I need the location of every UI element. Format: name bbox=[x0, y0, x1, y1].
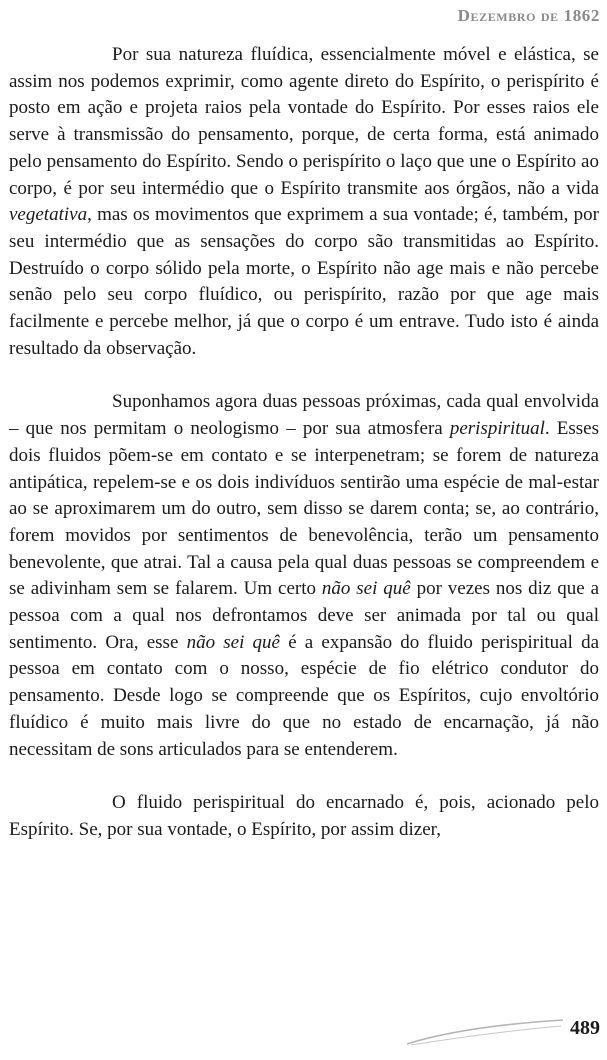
italic-term: vegetativa bbox=[9, 204, 88, 226]
text-run: por vezes nos diz que a pessoa com a qual nos defrontamos deve ser animada por tal ou qual sentimento. Ora, esse bbox=[9, 578, 599, 653]
paragraph bbox=[9, 389, 599, 763]
running-header: Dezembro de 1862 bbox=[457, 6, 600, 25]
italic-term: não sei quê bbox=[321, 578, 411, 600]
text-run: , mas os movimentos que exprimem a sua vontade; é, também, por seu intermédio que as sensações do corpo são transmitidas ao Espírito. Destruído o corpo sólido pela morte, o Espírito não age mais e não percebe senão pelo seu corpo fluídico, ou perispírito, razão por que age mais facilmente e percebe melhor, já que o corpo é um entrave. Tudo isto é ainda resultado da observação. bbox=[9, 204, 599, 359]
text-run: Por sua natureza fluídica, essencialmente móvel e elástica, se assim nos podemos exprimir, como agente direto do Espírito, o perispírito é posto em ação e projeta raios pela vontade do Espírito. Por esses raios ele serve à transmissão do pensamento, porque, de certa forma, está animado pelo pensamento do Espírito. Sendo o perispírito o laço que une o Espírito ao corpo, é por seu intermédio que o Espírito transmite aos órgãos, não a vida bbox=[9, 44, 599, 199]
page-number: 489 bbox=[570, 1017, 600, 1039]
text-run: . Esses dois fluidos põem-se em contato e se interpenetram; se forem de natureza antipática, repelem-se e os dois indivíduos sentirão uma espécie de mal-estar ao se aproximarem um do outro, sem disso se darem conta; se, ao contrário, forem movidos por sentimentos de benevolência, terão um pensamento benevolente, que atrai. Tal a causa pela qual duas pessoas se compreendem e se adivinham sem se falarem. Um certo bbox=[9, 418, 599, 600]
text-run: O fluido perispiritual do encarnado é, pois, acionado pelo Espírito. Se, por sua vontade, o Espírito, por assim dizer, bbox=[9, 792, 599, 840]
italic-term: não sei quê bbox=[186, 631, 280, 653]
text-run: é a expansão do fluido perispiritual da pessoa em contato com o nosso, espécie de fio elétrico condutor do pensamento. Desde logo se compreende que os Espíritos, cujo envoltório fluídico é muito mais livre do que no estado de encarnação, já não necessitam de sons articulados para se entenderem. bbox=[9, 631, 599, 760]
italic-term: perispiritual bbox=[449, 418, 545, 440]
footer-swoosh-ornament bbox=[405, 1014, 565, 1048]
body-text bbox=[9, 42, 599, 844]
paragraph bbox=[9, 42, 599, 362]
paragraph bbox=[9, 790, 599, 843]
text-run: Suponhamos agora duas pessoas próximas, cada qual envolvida – que nos permitam o neologismo – por sua atmosfera bbox=[9, 391, 599, 440]
